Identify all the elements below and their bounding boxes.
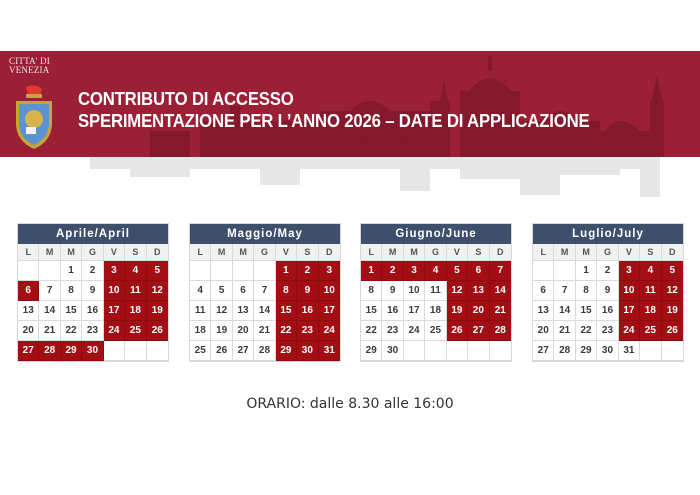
calendar-empty-cell <box>533 261 554 281</box>
weekday-label: D <box>147 244 168 261</box>
calendar-day: 10 <box>404 281 425 301</box>
calendar-empty-cell <box>211 261 232 281</box>
weekday-label: L <box>18 244 39 261</box>
calendar-grid <box>18 244 168 361</box>
calendar-day: 13 <box>533 301 554 321</box>
weekday-label: S <box>125 244 146 261</box>
weekday-label: G <box>254 244 275 261</box>
calendar-day: 24 <box>104 321 125 341</box>
calendar-empty-cell <box>640 341 661 361</box>
calendar-empty-cell <box>490 341 511 361</box>
calendar-day: 2 <box>297 261 318 281</box>
calendar-day: 5 <box>211 281 232 301</box>
calendar-day: 26 <box>147 321 168 341</box>
weekday-label: M <box>382 244 403 261</box>
calendar-day: 16 <box>297 301 318 321</box>
city-logo-text <box>9 57 50 75</box>
calendar-day: 27 <box>468 321 489 341</box>
calendar-day: 21 <box>39 321 60 341</box>
calendar-day: 5 <box>147 261 168 281</box>
calendar-day: 8 <box>276 281 297 301</box>
calendar-day: 11 <box>640 281 661 301</box>
calendar-day: 27 <box>533 341 554 361</box>
calendar-day: 20 <box>18 321 39 341</box>
calendar-day: 5 <box>447 261 468 281</box>
logo-line-1: CITTA' DI <box>9 56 50 66</box>
calendar-day: 14 <box>554 301 575 321</box>
weekday-label: D <box>319 244 340 261</box>
calendar-day: 25 <box>425 321 446 341</box>
calendar-day: 16 <box>82 301 103 321</box>
calendar-day: 9 <box>382 281 403 301</box>
calendar-empty-cell <box>447 341 468 361</box>
calendar-day: 16 <box>597 301 618 321</box>
calendar-day: 8 <box>361 281 382 301</box>
calendar-day: 25 <box>190 341 211 361</box>
calendar-day: 20 <box>533 321 554 341</box>
weekday-label: V <box>276 244 297 261</box>
calendar-day: 21 <box>554 321 575 341</box>
calendar-day: 14 <box>254 301 275 321</box>
weekday-label: M <box>554 244 575 261</box>
calendar-day: 12 <box>447 281 468 301</box>
calendar-day: 13 <box>468 281 489 301</box>
calendar-day: 4 <box>425 261 446 281</box>
calendar-day: 30 <box>82 341 103 361</box>
weekday-label: V <box>447 244 468 261</box>
calendar-day: 3 <box>619 261 640 281</box>
calendar-day: 29 <box>576 341 597 361</box>
calendar-empty-cell <box>104 341 125 361</box>
calendar-empty-cell <box>233 261 254 281</box>
calendar-day: 18 <box>640 301 661 321</box>
calendar-day: 22 <box>361 321 382 341</box>
calendar-day: 24 <box>619 321 640 341</box>
calendar-day: 20 <box>468 301 489 321</box>
logo-line-2: VENEZIA <box>9 65 50 75</box>
calendar-day: 12 <box>662 281 683 301</box>
calendar-day: 23 <box>597 321 618 341</box>
weekday-label: M <box>404 244 425 261</box>
calendar-day: 15 <box>576 301 597 321</box>
calendar-day: 25 <box>640 321 661 341</box>
calendar-day: 10 <box>104 281 125 301</box>
calendar-day: 4 <box>190 281 211 301</box>
weekday-label: M <box>61 244 82 261</box>
weekday-label: S <box>297 244 318 261</box>
page-title <box>78 88 589 132</box>
weekday-label: V <box>619 244 640 261</box>
calendar-day: 30 <box>597 341 618 361</box>
calendar-day: 4 <box>640 261 661 281</box>
calendar-day: 23 <box>82 321 103 341</box>
calendar-day: 23 <box>382 321 403 341</box>
calendar-day: 27 <box>18 341 39 361</box>
calendar-empty-cell <box>554 261 575 281</box>
calendar-day: 29 <box>61 341 82 361</box>
calendar-day: 18 <box>425 301 446 321</box>
calendar-day: 12 <box>147 281 168 301</box>
weekday-label: S <box>640 244 661 261</box>
calendar-day: 2 <box>82 261 103 281</box>
weekday-label: G <box>82 244 103 261</box>
calendar-day: 6 <box>533 281 554 301</box>
calendar-day: 17 <box>404 301 425 321</box>
calendar-day: 17 <box>319 301 340 321</box>
title-line-2: SPERIMENTAZIONE PER L’ANNO 2026 – DATE DI APPLICAZIONE <box>78 111 590 131</box>
calendar-day: 5 <box>662 261 683 281</box>
calendar-day: 8 <box>61 281 82 301</box>
calendar-day: 7 <box>254 281 275 301</box>
calendar-empty-cell <box>147 341 168 361</box>
calendar-day: 11 <box>125 281 146 301</box>
weekday-label: D <box>490 244 511 261</box>
calendar-day: 6 <box>18 281 39 301</box>
calendar-day: 26 <box>211 341 232 361</box>
calendar-day: 21 <box>490 301 511 321</box>
calendar-day: 9 <box>297 281 318 301</box>
calendar-july <box>532 223 684 362</box>
calendar-day: 18 <box>125 301 146 321</box>
calendar-day: 9 <box>597 281 618 301</box>
calendar-day: 22 <box>61 321 82 341</box>
weekday-label: L <box>533 244 554 261</box>
weekday-label: D <box>662 244 683 261</box>
month-title: Luglio/July <box>533 224 683 244</box>
calendar-day: 29 <box>276 341 297 361</box>
calendar-day: 16 <box>382 301 403 321</box>
month-title: Maggio/May <box>190 224 340 244</box>
opening-hours: ORARIO: dalle 8.30 alle 16:00 <box>246 396 454 412</box>
calendar-day: 11 <box>190 301 211 321</box>
calendar-grid <box>190 244 340 361</box>
weekday-label: S <box>468 244 489 261</box>
calendar-june <box>360 223 512 362</box>
calendar-day: 21 <box>254 321 275 341</box>
month-title: Aprile/April <box>18 224 168 244</box>
calendar-day: 23 <box>297 321 318 341</box>
calendar-day: 24 <box>404 321 425 341</box>
calendar-day: 19 <box>211 321 232 341</box>
calendar-empty-cell <box>254 261 275 281</box>
calendar-day: 20 <box>233 321 254 341</box>
calendar-day: 12 <box>211 301 232 321</box>
calendar-day: 15 <box>61 301 82 321</box>
calendar-day: 2 <box>597 261 618 281</box>
calendar-day: 3 <box>404 261 425 281</box>
header-banner <box>0 51 700 157</box>
calendar-day: 14 <box>490 281 511 301</box>
weekday-label: G <box>597 244 618 261</box>
calendar-day: 19 <box>147 301 168 321</box>
calendar-day: 3 <box>319 261 340 281</box>
calendar-day: 1 <box>576 261 597 281</box>
calendar-day: 15 <box>361 301 382 321</box>
calendar-grid <box>533 244 683 361</box>
calendar-empty-cell <box>39 261 60 281</box>
calendar-day: 30 <box>297 341 318 361</box>
calendar-day: 9 <box>82 281 103 301</box>
calendar-day: 6 <box>233 281 254 301</box>
skyline-reflection-graphic <box>0 157 700 207</box>
venice-crest-icon <box>12 83 56 151</box>
calendar-day: 28 <box>39 341 60 361</box>
calendar-empty-cell <box>18 261 39 281</box>
calendar-day: 15 <box>276 301 297 321</box>
calendar-day: 11 <box>425 281 446 301</box>
calendar-day: 22 <box>276 321 297 341</box>
calendar-day: 24 <box>319 321 340 341</box>
calendar-day: 19 <box>662 301 683 321</box>
calendar-day: 25 <box>125 321 146 341</box>
calendar-day: 17 <box>104 301 125 321</box>
calendar-day: 7 <box>39 281 60 301</box>
calendar-day: 7 <box>490 261 511 281</box>
calendar-day: 26 <box>662 321 683 341</box>
calendar-empty-cell <box>125 341 146 361</box>
calendar-may <box>189 223 341 362</box>
weekday-label: M <box>211 244 232 261</box>
calendar-day: 3 <box>104 261 125 281</box>
calendar-day: 4 <box>125 261 146 281</box>
calendar-day: 13 <box>18 301 39 321</box>
calendar-day: 31 <box>319 341 340 361</box>
calendar-day: 10 <box>319 281 340 301</box>
calendar-day: 8 <box>576 281 597 301</box>
calendar-empty-cell <box>662 341 683 361</box>
calendar-day: 14 <box>39 301 60 321</box>
calendar-day: 1 <box>61 261 82 281</box>
calendar-day: 10 <box>619 281 640 301</box>
calendar-day: 1 <box>276 261 297 281</box>
calendar-day: 22 <box>576 321 597 341</box>
calendar-empty-cell <box>425 341 446 361</box>
calendar-empty-cell <box>468 341 489 361</box>
calendar-grid <box>361 244 511 361</box>
calendar-day: 18 <box>190 321 211 341</box>
calendar-day: 17 <box>619 301 640 321</box>
calendar-day: 31 <box>619 341 640 361</box>
weekday-label: M <box>233 244 254 261</box>
calendar-day: 26 <box>447 321 468 341</box>
calendar-day: 7 <box>554 281 575 301</box>
weekday-label: M <box>576 244 597 261</box>
calendar-day: 29 <box>361 341 382 361</box>
calendar-day: 30 <box>382 341 403 361</box>
calendar-day: 28 <box>490 321 511 341</box>
calendar-empty-cell <box>404 341 425 361</box>
calendar-day: 6 <box>468 261 489 281</box>
calendar-day: 19 <box>447 301 468 321</box>
calendar-empty-cell <box>190 261 211 281</box>
title-line-1: CONTRIBUTO DI ACCESSO <box>78 89 294 109</box>
calendar-day: 13 <box>233 301 254 321</box>
calendar-day: 28 <box>254 341 275 361</box>
calendar-day: 2 <box>382 261 403 281</box>
weekday-label: L <box>361 244 382 261</box>
weekday-label: M <box>39 244 60 261</box>
calendar-day: 27 <box>233 341 254 361</box>
weekday-label: V <box>104 244 125 261</box>
month-title: Giugno/June <box>361 224 511 244</box>
weekday-label: G <box>425 244 446 261</box>
calendar-day: 1 <box>361 261 382 281</box>
weekday-label: L <box>190 244 211 261</box>
calendar-april <box>17 223 169 362</box>
calendar-day: 28 <box>554 341 575 361</box>
